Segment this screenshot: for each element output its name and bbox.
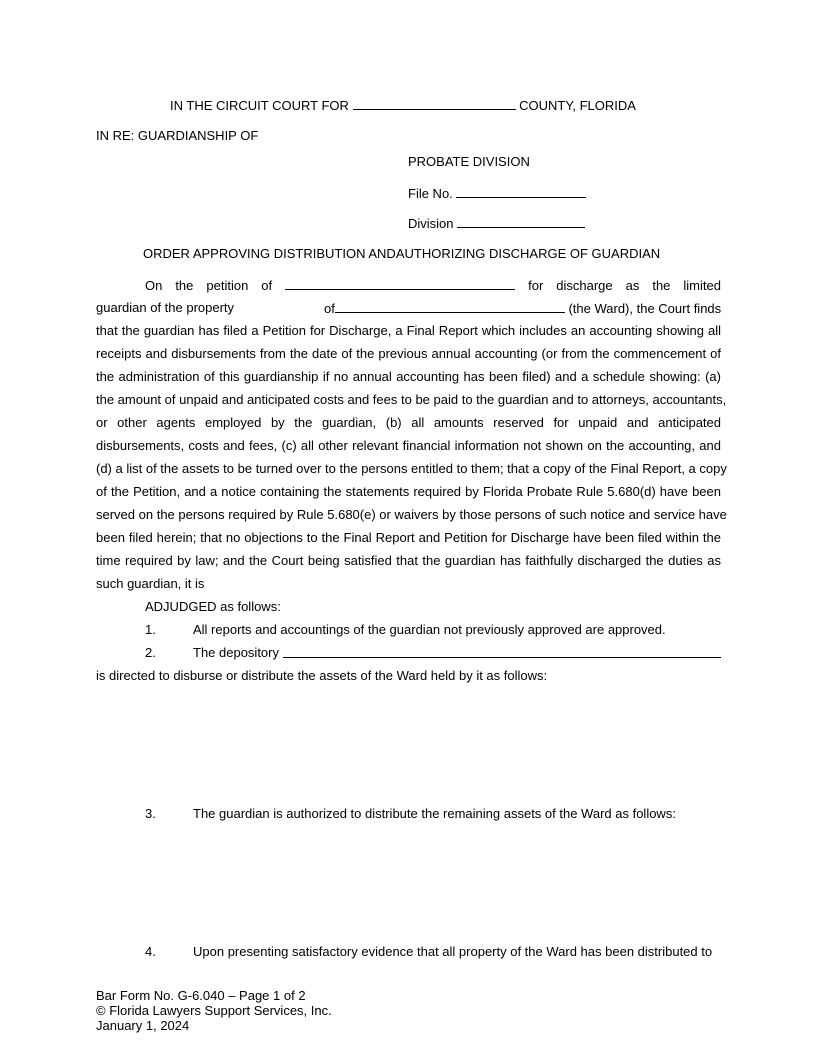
ward-blank: [335, 300, 565, 313]
depository-blank: [283, 645, 721, 658]
item-text-continued: is directed to disburse or distribute the assets of the Ward held by it as follows:: [96, 668, 548, 683]
item-text: The depository: [193, 645, 721, 661]
item-number: 1.: [145, 622, 156, 637]
petition-line: of the Petition, and a notice containing the statements required by Florida Probate Rule 5.680(d) have been: [96, 484, 721, 499]
petition-line: (d) a list of the assets to be turned over to the persons entitled to them; that a copy of the Final Report, a copy: [96, 461, 727, 476]
petition-last-line: such guardian, it is: [96, 576, 205, 591]
item-text: All reports and accountings of the guardian not previously approved are approved.: [193, 622, 666, 637]
division-blank: [457, 215, 585, 228]
petition-line: the administration of this guardianship if no annual accounting has been filed) and a schedule showing: (a): [96, 369, 721, 384]
county-blank: [353, 97, 516, 110]
item-number: 2.: [145, 645, 156, 660]
file-no-label: File No.: [408, 186, 453, 201]
court-suffix: COUNTY, FLORIDA: [519, 98, 636, 113]
court-prefix: IN THE CIRCUIT COURT FOR: [170, 98, 349, 113]
division-label: Division: [408, 216, 454, 231]
petition-line-1: On the petition of for discharge as the limited: [145, 278, 721, 293]
petition-line-2a: guardian of the property: [96, 300, 235, 315]
petition-line: been filed herein; that no objections to the Final Report and Petition for Discharge have been filed within the: [96, 530, 721, 545]
petition-line: or other agents employed by the guardian, (b) all amounts reserved for unpaid and anticipated: [96, 415, 721, 430]
petition-line: the amount of unpaid and anticipated costs and fees to be paid to the guardian and to attorneys, accountants,: [96, 392, 727, 407]
footer-date: January 1, 2024: [96, 1018, 190, 1033]
probate-division: PROBATE DIVISION: [408, 154, 530, 169]
petition-line-2b: of (the Ward), the Court finds: [324, 301, 722, 316]
petition-line: receipts and disbursements from the date of the previous annual accounting (or from the commencement of: [96, 346, 721, 361]
in-re-line: IN RE: GUARDIANSHIP OF: [96, 128, 259, 143]
file-no-line: [408, 185, 586, 202]
footer-copyright: © Florida Lawyers Support Services, Inc.: [96, 1003, 332, 1018]
item-number: 4.: [145, 944, 156, 959]
petition-line: disbursements, costs and fees, (c) all other relevant financial information not shown on the accounting, and: [96, 438, 721, 453]
item-text: The guardian is authorized to distribute the remaining assets of the Ward as follows:: [193, 806, 676, 821]
item-text: Upon presenting satisfactory evidence that all property of the Ward has been distributed to: [193, 944, 713, 959]
file-no-blank: [456, 185, 586, 198]
item-number: 3.: [145, 806, 156, 821]
page-footer: [96, 988, 332, 1033]
adjudged-heading: ADJUDGED as follows:: [145, 599, 281, 614]
court-line: [170, 97, 636, 114]
petition-line: that the guardian has filed a Petition for Discharge, a Final Report which includes an accounting showing all: [96, 323, 721, 338]
petition-line: time required by law; and the Court being satisfied that the guardian has faithfully discharged the duties as: [96, 553, 721, 568]
page-title: ORDER APPROVING DISTRIBUTION ANDAUTHORIZING DISCHARGE OF GUARDIAN: [143, 246, 661, 261]
division-line: [408, 215, 585, 232]
footer-form: Bar Form No. G-6.040 – Page 1 of 2: [96, 988, 306, 1003]
petition-line: served on the persons required by Rule 5.680(e) or waivers by those persons of such notice and service have: [96, 507, 727, 522]
petitioner-blank: [285, 277, 515, 290]
